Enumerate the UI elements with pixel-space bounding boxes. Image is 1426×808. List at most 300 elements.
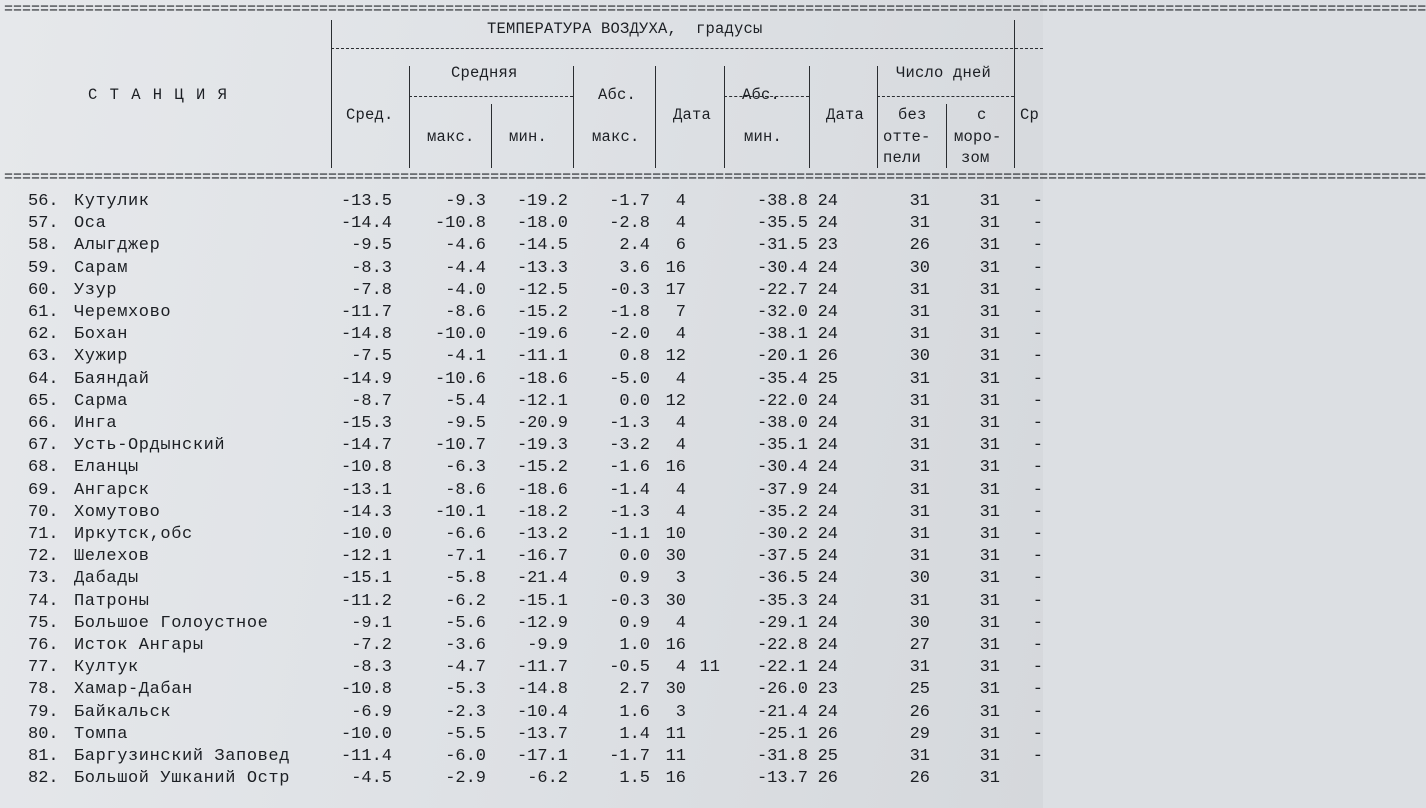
avg-temp: -9.1 [351,613,392,633]
mean-min-temp: -11.7 [516,658,568,678]
table-row [0,457,1043,479]
table-row [0,346,1043,368]
abs-min-temp: -35.1 [756,436,808,456]
days-frost: 31 [979,214,1000,234]
header-no-thaw: без [898,106,927,124]
days-frost: 31 [979,280,1000,300]
mean-max-temp: -10.0 [434,325,486,345]
abs-max-temp: 1.4 [619,724,650,744]
days-frost: 31 [979,613,1000,633]
abs-min-temp: -29.1 [756,613,808,633]
row-number: 63. [28,347,59,367]
abs-min-date: 24 [817,280,838,300]
cut-column-value: - [1032,303,1043,322]
abs-max-temp: -1.4 [609,480,650,500]
days-frost: 31 [979,658,1000,678]
abs-min-temp: -25.1 [756,724,808,744]
days-frost: 31 [979,391,1000,411]
abs-max-date: 12 [665,347,686,367]
abs-min-temp: -22.0 [756,391,808,411]
row-number: 67. [28,436,59,456]
header-dashed-rule [331,48,1043,49]
abs-max-temp: 1.5 [619,769,650,789]
row-number: 73. [28,569,59,589]
days-no-thaw: 31 [909,414,930,433]
days-no-thaw: 31 [909,547,930,567]
abs-min-temp: -38.0 [756,414,808,433]
abs-max-temp: -1.6 [609,458,650,478]
col-divider [877,66,878,168]
mean-min-temp: -19.2 [516,192,568,211]
row-number: 76. [28,636,59,655]
abs-max-date: 6 [675,236,686,256]
days-frost: 31 [979,769,1000,789]
mean-min-temp: -13.7 [516,724,568,744]
row-number: 57. [28,214,59,234]
abs-min-temp: -35.5 [756,214,808,234]
row-number: 56. [28,192,59,211]
mean-max-temp: -10.7 [434,436,486,456]
table-row [0,768,1043,790]
abs-min-temp: -22.8 [756,636,808,655]
avg-temp: -14.9 [340,369,392,389]
mean-min-temp: -14.8 [516,680,568,700]
days-no-thaw: 31 [909,658,930,678]
days-frost: 31 [979,636,1000,655]
abs-max-date: 4 [675,369,686,389]
avg-temp: -15.3 [340,414,392,433]
abs-min-temp: -38.1 [756,325,808,345]
avg-temp: -10.8 [340,680,392,700]
station-name: Ангарск [74,480,150,500]
days-no-thaw: 31 [909,502,930,522]
avg-temp: -11.2 [340,591,392,611]
row-number: 65. [28,391,59,411]
abs-max-date: 17 [665,280,686,300]
avg-temp: -11.7 [340,303,392,322]
mean-min-temp: -13.2 [516,525,568,544]
avg-temp: -7.8 [351,280,392,300]
abs-max-temp: 0.0 [619,391,650,411]
header-cut-column: Ср [1020,106,1040,124]
station-name: Сарам [74,258,129,278]
table-row [0,635,1043,657]
avg-temp: -14.7 [340,436,392,456]
abs-max-temp: -1.7 [609,747,650,766]
abs-max-date: 4 [675,414,686,433]
mean-min-temp: -13.3 [516,258,568,278]
row-number: 59. [28,258,59,278]
abs-min-temp: -26.0 [756,680,808,700]
cut-column-value: - [1032,325,1043,345]
mean-min-temp: -11.1 [516,347,568,367]
mean-min-temp: -12.1 [516,391,568,411]
col-divider [946,104,947,168]
row-number: 79. [28,702,59,722]
abs-min-temp: -31.5 [756,236,808,256]
col-divider [1014,20,1015,168]
row-number: 80. [28,724,59,744]
abs-min-temp: -35.4 [756,369,808,389]
table-row [0,235,1043,257]
abs-max-temp: 2.4 [619,236,650,256]
abs-min-date: 24 [817,702,838,722]
header-abs-max: макс. [592,128,640,146]
abs-max-date: 4 [675,436,686,456]
abs-max-temp: -1.1 [609,525,650,544]
days-frost: 31 [979,236,1000,256]
abs-max-date: 30 [665,547,686,567]
days-no-thaw: 31 [909,458,930,478]
table-row [0,502,1043,524]
mean-max-temp: -5.3 [445,680,486,700]
table-row [0,746,1043,768]
abs-min-temp: -22.7 [756,280,808,300]
station-name: Алыгджер [74,236,161,256]
mean-min-temp: -10.4 [516,702,568,722]
abs-max-date: 4 [675,502,686,522]
station-name: Хужир [74,347,129,367]
abs-min-date: 23 [817,680,838,700]
cut-column-value: - [1032,658,1043,678]
mean-max-temp: -6.0 [445,747,486,766]
mean-max-temp: -4.7 [445,658,486,678]
abs-max-date: 4 [675,613,686,633]
station-name: Хомутово [74,502,161,522]
abs-max-date: 30 [665,591,686,611]
abs-min-date: 24 [817,525,838,544]
header-no-thaw: отте- [883,128,931,146]
header-days: Число дней [896,64,992,82]
abs-max-temp: -3.2 [609,436,650,456]
row-number: 81. [28,747,59,766]
avg-temp: -8.3 [351,658,392,678]
mean-max-temp: -9.5 [445,414,486,433]
station-name: Черемхово [74,303,172,322]
table-row [0,657,1043,679]
days-frost: 31 [979,192,1000,211]
mean-max-temp: -2.3 [445,702,486,722]
cut-column-value: - [1032,747,1043,766]
row-number: 61. [28,303,59,322]
cut-column-value: - [1032,347,1043,367]
abs-max-date: 4 [675,214,686,234]
days-frost: 31 [979,480,1000,500]
row-number: 58. [28,236,59,256]
station-name: Бохан [74,325,129,345]
abs-min-date: 24 [817,414,838,433]
abs-max-temp: 0.9 [619,613,650,633]
table-row [0,702,1043,724]
abs-min-date: 24 [817,325,838,345]
header-station: С Т А Н Ц И Я [88,86,229,104]
header-no-thaw: пели [883,149,922,167]
station-name: Баргузинский Заповед [74,747,291,766]
abs-min-temp: -35.3 [756,591,808,611]
abs-min-date: 25 [817,369,838,389]
abs-min-temp: -37.9 [756,480,808,500]
days-no-thaw: 27 [909,636,930,655]
abs-max-date: 7 [675,303,686,322]
abs-min-temp: -36.5 [756,569,808,589]
abs-min-temp: -13.7 [756,769,808,789]
abs-max-temp: 3.6 [619,258,650,278]
col-divider [573,66,574,168]
abs-max-date: 3 [675,569,686,589]
days-frost: 31 [979,502,1000,522]
cut-column-value: - [1032,547,1043,567]
abs-min-date: 24 [817,391,838,411]
cut-column-value: - [1032,391,1043,411]
station-name: Большое Голоустное [74,613,269,633]
abs-max-date: 16 [665,769,686,789]
abs-min-temp: -37.5 [756,547,808,567]
days-frost: 31 [979,347,1000,367]
days-frost: 31 [979,680,1000,700]
mean-max-temp: -4.4 [445,258,486,278]
abs-max-temp: -2.0 [609,325,650,345]
cut-column-value: - [1032,192,1043,211]
days-frost: 31 [979,303,1000,322]
abs-max-date-extra: 11 [699,658,720,678]
cut-column-value: - [1032,280,1043,300]
station-name: Шелехов [74,547,150,567]
avg-temp: -15.1 [340,569,392,589]
abs-max-date: 16 [665,258,686,278]
abs-min-date: 24 [817,547,838,567]
header-abs-min: мин. [744,128,783,146]
table-row [0,591,1043,613]
days-frost: 31 [979,458,1000,478]
table-row [0,191,1043,213]
avg-temp: -9.5 [351,236,392,256]
days-frost: 31 [979,369,1000,389]
days-frost: 31 [979,436,1000,456]
mean-max-temp: -5.5 [445,724,486,744]
abs-max-temp: 0.9 [619,569,650,589]
row-number: 70. [28,502,59,522]
days-frost: 31 [979,569,1000,589]
cut-column-value: - [1032,369,1043,389]
mean-max-temp: -6.3 [445,458,486,478]
abs-min-date: 25 [817,747,838,766]
abs-min-temp: -30.4 [756,458,808,478]
abs-min-date: 24 [817,458,838,478]
mean-min-temp: -12.9 [516,613,568,633]
days-no-thaw: 31 [909,192,930,211]
abs-max-date: 4 [675,192,686,211]
abs-max-date: 12 [665,391,686,411]
abs-min-date: 24 [817,569,838,589]
days-no-thaw: 31 [909,280,930,300]
cut-column-value: - [1032,680,1043,700]
table-row [0,413,1043,435]
mean-max-temp: -4.1 [445,347,486,367]
header-mean: Средняя [451,64,518,82]
header-dashed-rule [877,96,1014,97]
header-avg: Сред. [346,106,394,124]
col-divider [331,20,332,168]
station-name: Узур [74,280,118,300]
abs-max-date: 30 [665,680,686,700]
header-min: мин. [509,128,548,146]
station-name: Томпа [74,724,129,744]
cut-column-value: - [1032,613,1043,633]
abs-min-temp: -30.4 [756,258,808,278]
days-frost: 31 [979,591,1000,611]
abs-max-temp: -1.3 [609,414,650,433]
cut-column-value: - [1032,236,1043,256]
days-no-thaw: 30 [909,569,930,589]
days-no-thaw: 31 [909,525,930,544]
table-row [0,302,1043,324]
abs-max-temp: 1.6 [619,702,650,722]
mean-max-temp: -4.0 [445,280,486,300]
cut-column-value: - [1032,458,1043,478]
header-frost: с [977,106,987,124]
row-number: 64. [28,369,59,389]
cut-column-value: - [1032,502,1043,522]
abs-max-temp: -2.8 [609,214,650,234]
table-row [0,480,1043,502]
days-frost: 31 [979,258,1000,278]
abs-min-date: 24 [817,436,838,456]
abs-min-temp: -38.8 [756,192,808,211]
station-name: Исток Ангары [74,636,204,655]
mean-max-temp: -5.8 [445,569,486,589]
avg-temp: -6.9 [351,702,392,722]
abs-max-temp: 0.8 [619,347,650,367]
avg-temp: -10.0 [340,525,392,544]
abs-max-date: 3 [675,702,686,722]
mean-min-temp: -9.9 [527,636,568,655]
row-number: 77. [28,658,59,678]
cut-column-value: - [1032,591,1043,611]
mean-min-temp: -19.6 [516,325,568,345]
row-number: 82. [28,769,59,789]
cut-column-value: - [1032,480,1043,500]
mean-max-temp: -7.1 [445,547,486,567]
days-frost: 31 [979,702,1000,722]
days-no-thaw: 29 [909,724,930,744]
abs-max-temp: 0.0 [619,547,650,567]
avg-temp: -13.1 [340,480,392,500]
mean-max-temp: -2.9 [445,769,486,789]
abs-min-date: 26 [817,769,838,789]
avg-temp: -8.7 [351,391,392,411]
station-name: Патроны [74,591,150,611]
abs-min-date: 24 [817,258,838,278]
cut-column-value: - [1032,414,1043,433]
abs-max-date: 4 [675,658,686,678]
mean-max-temp: -5.4 [445,391,486,411]
row-number: 62. [28,325,59,345]
mean-min-temp: -15.1 [516,591,568,611]
cut-column-value: - [1032,636,1043,655]
cut-column-value: - [1032,702,1043,722]
col-divider [655,66,656,168]
row-number: 69. [28,480,59,500]
mean-max-temp: -10.8 [434,214,486,234]
table-row [0,369,1043,391]
abs-min-temp: -30.2 [756,525,808,544]
days-no-thaw: 31 [909,591,930,611]
mean-min-temp: -14.5 [516,236,568,256]
row-number: 72. [28,547,59,567]
days-no-thaw: 31 [909,747,930,766]
avg-temp: -12.1 [340,547,392,567]
days-no-thaw: 26 [909,769,930,789]
days-frost: 31 [979,724,1000,744]
abs-min-temp: -31.8 [756,747,808,766]
abs-min-date: 26 [817,347,838,367]
days-no-thaw: 31 [909,214,930,234]
days-frost: 31 [979,747,1000,766]
table-row [0,258,1043,280]
abs-min-temp: -21.4 [756,702,808,722]
mean-min-temp: -15.2 [516,303,568,322]
header-max: макс. [427,128,475,146]
abs-max-date: 16 [665,458,686,478]
avg-temp: -8.3 [351,258,392,278]
top-double-rule: ============================================================================================================================================================== [4,1,1426,18]
header-date: Дата [673,106,712,124]
days-frost: 31 [979,325,1000,345]
avg-temp: -11.4 [340,747,392,766]
days-frost: 31 [979,547,1000,567]
abs-max-temp: 1.0 [619,636,650,655]
mean-min-temp: -17.1 [516,747,568,766]
abs-max-date: 10 [665,525,686,544]
row-number: 60. [28,280,59,300]
row-number: 78. [28,680,59,700]
table-row [0,524,1043,546]
abs-max-temp: -1.8 [609,303,650,322]
mean-min-temp: -18.0 [516,214,568,234]
mean-max-temp: -6.6 [445,525,486,544]
abs-max-temp: -5.0 [609,369,650,389]
station-name: Оса [74,214,107,234]
station-name: Хамар-Дабан [74,680,193,700]
abs-max-temp: -0.3 [609,280,650,300]
days-frost: 31 [979,525,1000,544]
days-no-thaw: 30 [909,613,930,633]
row-number: 75. [28,613,59,633]
mean-min-temp: -18.6 [516,480,568,500]
station-name: Большой Ушканий Остр [74,769,291,789]
header-frost: моро- [954,128,1002,146]
abs-min-date: 23 [817,236,838,256]
station-name: Байкальск [74,702,172,722]
abs-min-temp: -35.2 [756,502,808,522]
row-number: 74. [28,591,59,611]
abs-min-date: 24 [817,480,838,500]
cut-column-value: - [1032,569,1043,589]
abs-max-date: 4 [675,480,686,500]
days-no-thaw: 31 [909,391,930,411]
station-name: Еланцы [74,458,139,478]
row-number: 66. [28,414,59,433]
abs-min-date: 24 [817,658,838,678]
days-no-thaw: 31 [909,369,930,389]
mean-min-temp: -19.3 [516,436,568,456]
mean-max-temp: -8.6 [445,303,486,322]
mean-max-temp: -5.6 [445,613,486,633]
days-no-thaw: 30 [909,258,930,278]
abs-min-temp: -20.1 [756,347,808,367]
table-row [0,613,1043,635]
mean-min-temp: -15.2 [516,458,568,478]
